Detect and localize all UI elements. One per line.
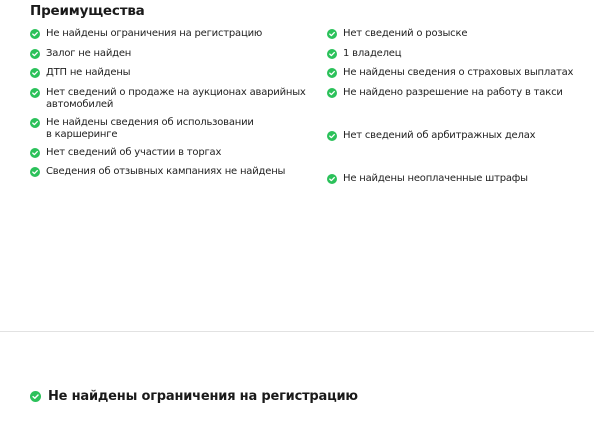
check-circle-icon: [327, 88, 337, 98]
list-item-label: Не найдены сведения об использовании в каршеринге: [46, 116, 254, 140]
check-circle-icon: [30, 118, 40, 128]
list-item-label: Нет сведений о розыске: [343, 28, 468, 39]
check-circle-icon: [30, 68, 40, 78]
check-circle-icon: [30, 88, 40, 98]
list-item: [327, 87, 594, 99]
list-item: [30, 117, 320, 141]
detail-heading[interactable]: [30, 389, 358, 404]
list-item-label: 1 владелец: [343, 47, 402, 59]
detail-heading-label: Не найдены ограничения на регистрацию: [48, 389, 358, 404]
check-circle-icon: [30, 391, 41, 402]
check-circle-icon: [327, 68, 337, 78]
list-item: [30, 166, 320, 178]
list-item: [327, 67, 594, 79]
list-item-label: Сведения об отзывных кампаниях не найдены: [46, 166, 286, 177]
check-circle-icon: [30, 49, 40, 59]
check-circle-icon: [30, 167, 40, 177]
check-circle-icon: [327, 131, 337, 141]
list-item-label: Нет сведений о продаже на аукционах аварийных автомобилей: [46, 86, 306, 110]
list-item-label: ДТП не найдены: [46, 67, 131, 78]
list-item-label: Не найдены неоплаченные штрафы: [343, 172, 528, 184]
check-circle-icon: [327, 29, 337, 39]
check-circle-icon: [30, 29, 40, 39]
advantages-list-left: [30, 28, 320, 186]
check-circle-icon: [30, 148, 40, 158]
list-item-label: Залог не найден: [46, 47, 132, 59]
check-circle-icon: [327, 49, 337, 59]
list-item: [30, 67, 320, 79]
list-item-label: Нет сведений об арбитражных делах: [343, 129, 536, 141]
list-item-label: Не найдены сведения о страховых выплатах: [343, 67, 574, 78]
list-item: [327, 173, 594, 185]
list-item: [30, 87, 320, 111]
list-item: [30, 48, 320, 60]
list-item: [30, 147, 320, 159]
list-item-label: Не найдено разрешение на работу в такси: [343, 86, 563, 98]
section-title: Преимущества: [30, 3, 145, 19]
list-item: [327, 130, 594, 142]
list-item-label: Нет сведений об участии в торгах: [46, 146, 222, 158]
list-item: [327, 28, 594, 40]
list-item: [30, 28, 320, 40]
list-item-label: Не найдены ограничения на регистрацию: [46, 28, 263, 39]
section-divider: [0, 331, 594, 332]
list-item: [327, 48, 594, 60]
check-circle-icon: [327, 174, 337, 184]
advantages-list-right: [327, 28, 594, 192]
